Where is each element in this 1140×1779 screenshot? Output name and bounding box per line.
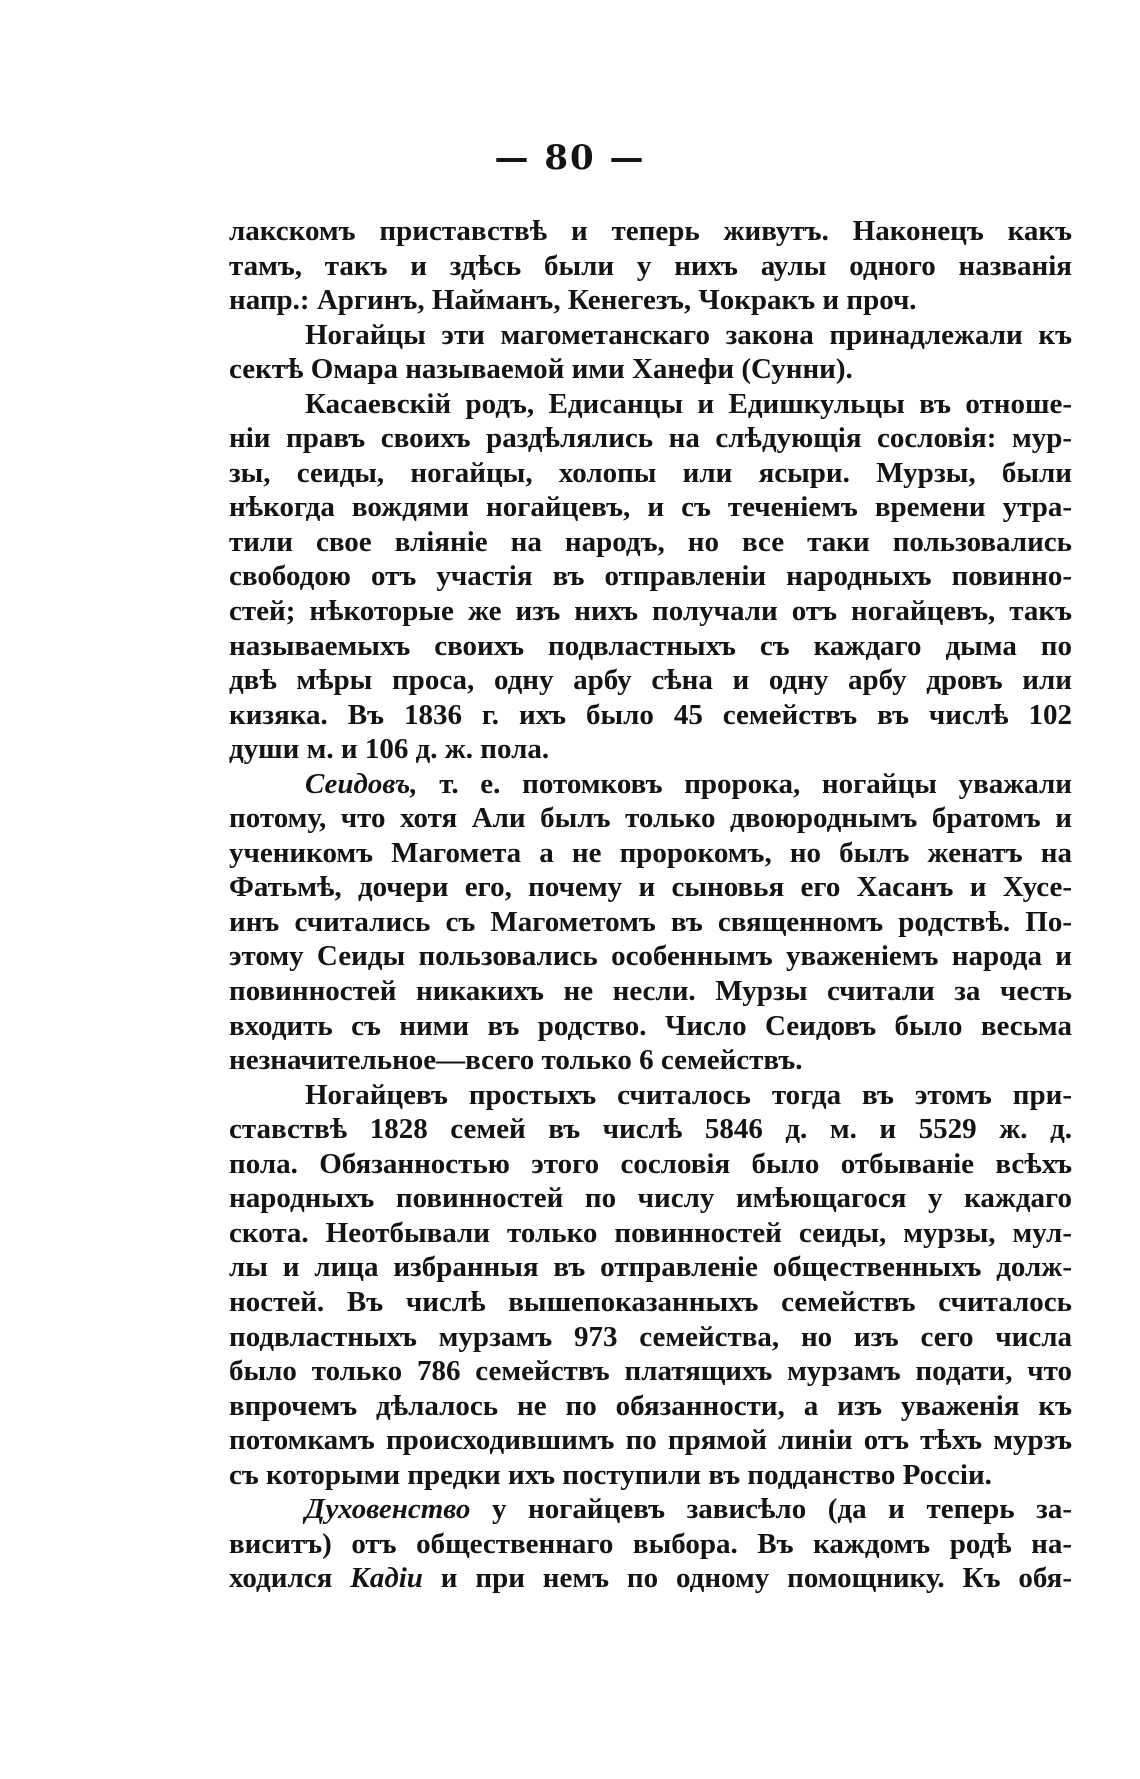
text-line: подвластныхъ мурзамъ 973 семейства, но изъ сего числа <box>229 1320 1072 1353</box>
text-line: души м. и 106 д. ж. пола. <box>229 733 550 766</box>
text-line: нѣкогда вождями ногайцевъ, и съ теченіемъ времени утра- <box>229 491 1072 524</box>
text-line <box>229 767 1072 802</box>
text-line: ніи правъ своихъ раздѣлялись на слѣдующія сословія: мур- <box>229 422 1072 455</box>
text-line: этому Сеиды пользовались особеннымъ уваженіемъ народа и <box>229 940 1072 973</box>
text-line: незначительное—всего только 6 семействъ. <box>229 1044 803 1077</box>
line-rest: у ногайцевъ зависѣло (да и теперь за- <box>470 1493 1072 1526</box>
body-text <box>229 214 1072 1596</box>
text-line: впрочемъ дѣлалось не по обязанности, а изъ уваженія къ <box>229 1389 1072 1422</box>
text-line: съ которыми предки ихъ поступили въ подданство Россіи. <box>229 1458 992 1491</box>
text-line: ставствѣ 1828 семей въ числѣ 5846 д. м. и 5529 ж. д. <box>229 1113 1072 1146</box>
text-line: было только 786 семействъ платящихъ мурзамъ подати, что <box>229 1355 1072 1388</box>
text-line: стей; нѣкоторые же изъ нихъ получали отъ ногайцевъ, такъ <box>229 595 1072 628</box>
text-line: народныхъ повинностей по числу имѣющагося у каждаго <box>229 1182 1072 1215</box>
text-line: пола. Обязанностью этого сословія было отбываніе всѣхъ <box>229 1147 1072 1180</box>
page-number: — 80 — <box>494 138 646 178</box>
text-line: скота. Неотбывали только повинностей сеиды, мурзы, мул- <box>229 1216 1072 1249</box>
text-line: лы и лица избранныя въ отправленіе общественныхъ долж- <box>229 1251 1072 1284</box>
text-line: ученикомъ Магомета а не пророкомъ, но былъ женатъ на <box>229 836 1072 869</box>
line-rest: т. е. потомковъ пророка, ногайцы уважали <box>417 767 1072 800</box>
text-line: ностей. Въ числѣ вышепоказанныхъ семействъ считалось <box>229 1285 1072 1318</box>
text-line: свободою отъ участія въ отправленіи народныхъ повинно- <box>229 560 1072 593</box>
text-line: называемыхъ своихъ подвластныхъ съ каждаго дыма по <box>229 629 1072 662</box>
text-line: кизяка. Въ 1836 г. ихъ было 45 семействъ въ числѣ 102 <box>229 698 1072 731</box>
text-line <box>229 1492 1072 1527</box>
line-rest: и при немъ по одному помощнику. Къ обя- <box>422 1562 1072 1595</box>
text-line: лакскомъ приставствѣ и теперь живутъ. Наконецъ какъ <box>229 215 1072 247</box>
text-line: напр.: Аргинъ, Найманъ, Кенегезъ, Чокракъ и проч. <box>229 284 917 317</box>
text-line: потому, что хотя Али былъ только двоюроднымъ братомъ и <box>229 802 1072 835</box>
text-line: тили свое вліяніе на народъ, но все таки пользовались <box>229 525 1072 558</box>
italic-term: Сеидовъ, <box>305 767 418 800</box>
text-line: потомкамъ происходившимъ по прямой линіи отъ тѣхъ мурзъ <box>229 1424 1072 1457</box>
text-line: Ногайцевъ простыхъ считалось тогда въ этомъ при- <box>305 1078 1072 1111</box>
text-line: зы, сеиды, ногайцы, холопы или ясыри. Мурзы, были <box>229 456 1072 489</box>
italic-term: Кадіи <box>350 1562 423 1595</box>
text-line: инъ считались съ Магометомъ въ священномъ родствѣ. По- <box>229 905 1072 938</box>
text-line: Касаевскій родъ, Едисанцы и Едишкульцы въ отноше- <box>305 387 1072 420</box>
italic-term: Духовенство <box>305 1493 471 1526</box>
text-line <box>229 1561 1072 1596</box>
text-line: тамъ, такъ и здѣсь были у нихъ аулы одного названія <box>229 249 1072 282</box>
text-line: входить съ ними въ родство. Число Сеидовъ было весьма <box>229 1009 1072 1042</box>
text-line: Ногайцы эти магометанскаго закона принадлежали къ <box>305 318 1072 351</box>
text-line: виситъ) отъ общественнаго выбора. Въ каждомъ родѣ на- <box>229 1527 1072 1560</box>
text-line: Фатьмѣ, дочери его, почему и сыновья его Хасанъ и Хусе- <box>229 871 1072 904</box>
text-line: повинностей никакихъ не несли. Мурзы считали за честь <box>229 975 1072 1008</box>
text-line: двѣ мѣры проса, одну арбу сѣна и одну арбу дровъ или <box>229 664 1072 697</box>
line-start: ходился <box>229 1562 351 1595</box>
text-line: сектѣ Омара называемой ими Ханефи (Сунни). <box>229 353 853 386</box>
